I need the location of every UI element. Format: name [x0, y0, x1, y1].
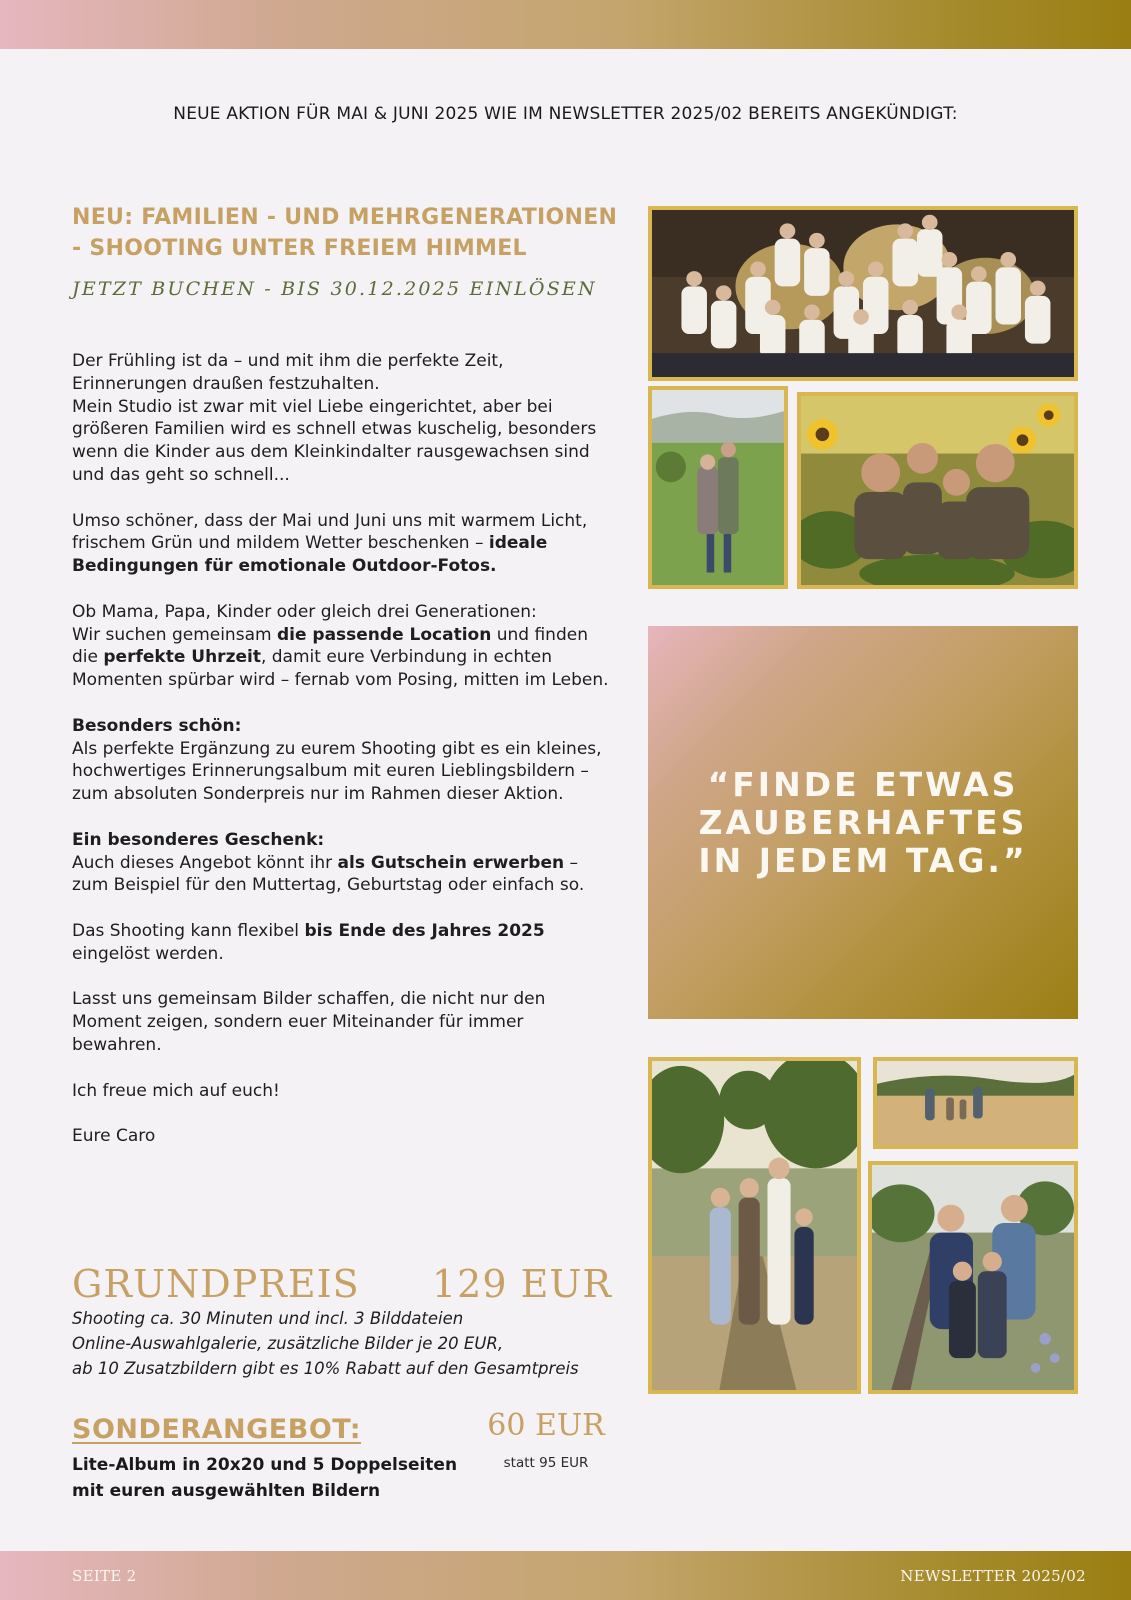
- headline: NEU: FAMILIEN - UND MEHRGENERATIONEN - SHOOTING UNTER FREIEM HIMMEL: [72, 205, 618, 261]
- paragraph-album: [72, 715, 612, 806]
- gift-text-b: – zum Beispiel für den Muttertag, Geburtstag oder einfach so.: [72, 852, 585, 896]
- body-text: [72, 350, 612, 1171]
- photo-family-group-barn: [648, 206, 1078, 381]
- announcement-line: NEUE AKTION FÜR MAI & JUNI 2025 WIE IM NEWSLETTER 2025/02 BEREITS ANGEKÜNDIGT:: [173, 104, 958, 124]
- paragraph-gift: [72, 829, 612, 897]
- gift-voucher: als Gutschein erwerben: [337, 852, 565, 873]
- text-weather: Umso schöner, dass der Mai und Juni uns mit warmem Licht, frischem Grün und mildem Wetter beschenken –: [72, 510, 588, 554]
- text-time: perfekte Uhrzeit: [103, 647, 261, 668]
- quote-box: [648, 626, 1078, 1019]
- paragraph-weather: [72, 510, 612, 578]
- paragraph-signature: Eure Caro: [72, 1126, 156, 1147]
- paragraph-together: Lasst uns gemeinsam Bilder schaffen, die nicht nur den Moment zeigen, sondern euer Miteinander für immer bewahren.: [72, 989, 546, 1055]
- top-gradient-band: [0, 0, 1131, 49]
- paragraph-flexible: [72, 920, 612, 966]
- flexible-text-a: Das Shooting kann flexibel: [72, 920, 300, 941]
- text-find: und finden die: [72, 624, 588, 668]
- special-offer-old-price: statt 95 EUR: [503, 1455, 589, 1471]
- price-detail-line: ab 10 Zusatzbildern gibt es 10% Rabatt auf den Gesamtpreis: [72, 1359, 579, 1378]
- quote-text: “FINDE ETWAS ZAUBERHAFTES IN JEDEM TAG.”: [698, 764, 1028, 880]
- special-offer-label: SONDERANGEBOT:: [72, 1414, 362, 1445]
- text-studio: Mein Studio ist zwar mit viel Liebe eingerichtet, aber bei größeren Familien wird es schnell etwas kuschelig, besonders wenn die Kinder aus dem Kleinkindalter rausgewachsen sind und das geht so schnell...: [72, 396, 597, 485]
- text-spring: Der Frühling ist da – und mit ihm die perfekte Zeit, Erinnerungen draußen festzuhalten.: [72, 351, 504, 394]
- photo-couple-meadow: [648, 386, 788, 589]
- flexible-text-b: eingelöst werden.: [72, 943, 224, 964]
- photo-family-sunflowers: [797, 392, 1078, 589]
- text-generations: Ob Mama, Papa, Kinder oder gleich drei Generationen:: [72, 601, 537, 622]
- photo-family-railtrack: [648, 1057, 861, 1394]
- text-search: Wir suchen gemeinsam: [72, 624, 272, 645]
- text-connection: , damit eure Verbindung in echten Momenten spürbar wird – fernab vom Posing, mitten im Leben.: [72, 647, 609, 691]
- price-detail-line: Shooting ca. 30 Minuten und incl. 3 Bilddateien: [72, 1309, 464, 1328]
- paragraph-looking-forward: Ich freue mich auf euch!: [72, 1080, 280, 1101]
- price-detail-line: Online-Auswahlgalerie, zusätzliche Bilder je 20 EUR,: [72, 1334, 504, 1353]
- special-offer-details: [72, 1452, 472, 1504]
- album-title: Besonders schön:: [72, 715, 242, 736]
- paragraph-location: [72, 601, 612, 692]
- offer-detail-line: Lite-Album in 20x20 und 5 Doppelseiten: [72, 1455, 458, 1475]
- paragraph-intro: [72, 350, 612, 487]
- gift-text-a: Auch dieses Angebot könnt ihr: [72, 852, 333, 873]
- gift-title: Ein besonderes Geschenk:: [72, 829, 325, 850]
- album-text: Als perfekte Ergänzung zu eurem Shooting gibt es ein kleines, hochwertiges Erinnerungsalbum mit euren Lieblingsbildern – zum absoluten Sonderpreis nur im Rahmen dieser Aktion.: [72, 738, 602, 805]
- newsletter-label: NEWSLETTER 2025/02: [900, 1566, 1086, 1585]
- base-price-label: GRUNDPREIS: [72, 1262, 360, 1306]
- base-price-row: [72, 1262, 612, 1312]
- page-number: SEITE 2: [72, 1566, 137, 1585]
- offer-detail-line: mit euren ausgewählten Bildern: [72, 1481, 381, 1501]
- special-offer-price: 60 EUR: [487, 1408, 605, 1443]
- base-price-details: [72, 1306, 632, 1381]
- text-ideal-conditions: ideale Bedingungen für emotionale Outdoor-Fotos.: [72, 533, 548, 577]
- flexible-deadline: bis Ende des Jahres 2025: [304, 920, 545, 941]
- subline: JETZT BUCHEN - BIS 30.12.2025 EINLÖSEN: [72, 278, 597, 300]
- photo-grandparents-kids: [868, 1161, 1078, 1394]
- text-location: die passende Location: [276, 624, 492, 645]
- footer-band: [0, 1551, 1131, 1600]
- base-price-value: 129 EUR: [432, 1262, 612, 1306]
- photo-family-field-walk: [873, 1057, 1078, 1149]
